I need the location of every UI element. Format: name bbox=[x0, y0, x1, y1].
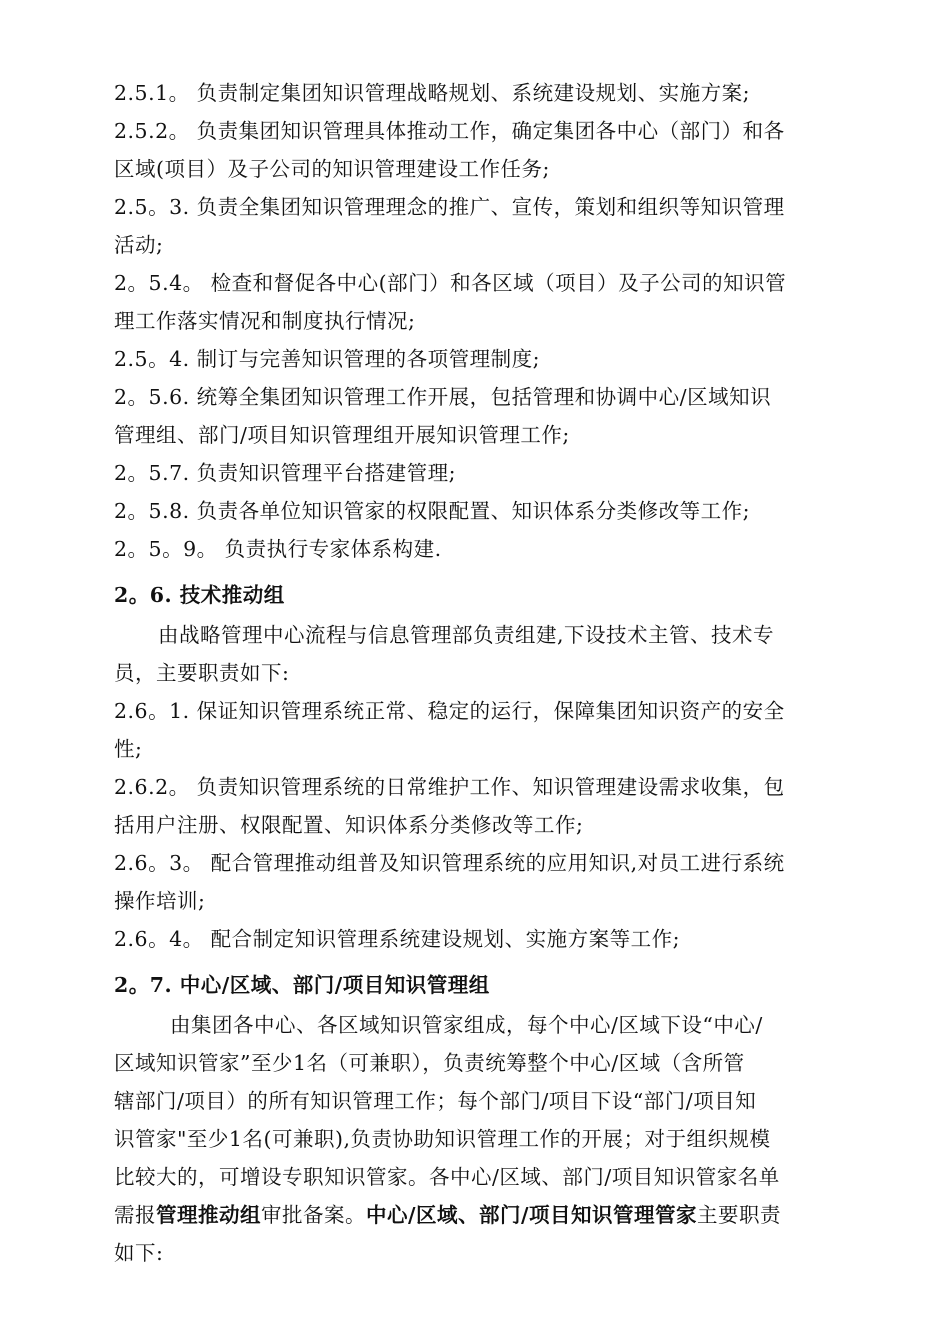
section-2-7-paragraph-line: 区域知识管家”至少1名（可兼职），负责统筹整个中心/区域（含所管 bbox=[114, 1051, 745, 1075]
text-middle: 审批备案。 bbox=[261, 1203, 366, 1227]
text-prefix: 需报 bbox=[114, 1203, 156, 1227]
item-2-6-3-cont: 操作培训; bbox=[114, 889, 206, 913]
item-2-5-6-cont: 管理组、部门/项目知识管理组开展知识管理工作; bbox=[114, 423, 570, 447]
item-2-5-3-cont: 活动; bbox=[114, 233, 164, 257]
item-2-5-2: 2.5.2。 负责集团知识管理具体推动工作，确定集团各中心（部门）和各 bbox=[114, 119, 785, 143]
section-2-7-closing: 如下: bbox=[114, 1241, 164, 1265]
item-2-6-1: 2.6。1. 保证知识管理系统正常、稳定的运行，保障集团知识资产的安全 bbox=[114, 699, 785, 723]
section-2-7-paragraph-line: 比较大的，可增设专职知识管家。各中心/区域、部门/项目知识管家名单 bbox=[114, 1165, 780, 1189]
section-2-6-heading: 2。6. 技术推动组 bbox=[114, 583, 285, 607]
document-page bbox=[114, 74, 838, 1272]
section-2-5-items bbox=[114, 74, 838, 568]
item-2-5-6: 2。5.6. 统筹全集团知识管理工作开展，包括管理和协调中心/区域知识 bbox=[114, 385, 772, 409]
item-2-5-9: 2。5。9。 负责执行专家体系构建. bbox=[114, 537, 442, 561]
section-2-6-intro-cont: 员，主要职责如下: bbox=[114, 661, 290, 685]
section-2-6 bbox=[114, 576, 838, 958]
section-2-7-heading: 2。7. 中心/区域、部门/项目知识管理组 bbox=[114, 973, 490, 997]
bold-knowledge-steward: 中心/区域、部门/项目知识管理管家 bbox=[366, 1203, 697, 1227]
item-2-6-1-cont: 性; bbox=[114, 737, 143, 761]
item-2-5-4b: 2.5。4. 制订与完善知识管理的各项管理制度; bbox=[114, 347, 541, 371]
item-2-6-3: 2.6。3。 配合管理推动组普及知识管理系统的应用知识,对员工进行系统 bbox=[114, 851, 785, 875]
item-2-6-4: 2.6。4。 配合制定知识管理系统建设规划、实施方案等工作; bbox=[114, 927, 681, 951]
item-2-5-4: 2。5.4。 检查和督促各中心(部门）和各区域（项目）及子公司的知识管 bbox=[114, 271, 787, 295]
item-2-5-8: 2。5.8. 负责各单位知识管家的权限配置、知识体系分类修改等工作; bbox=[114, 499, 751, 523]
text-suffix: 主要职责 bbox=[696, 1203, 781, 1227]
section-2-7-mixed-line bbox=[114, 1196, 838, 1234]
section-2-7-paragraph-line: 辖部门/项目）的所有知识管理工作；每个部门/项目下设“部门/项目知 bbox=[114, 1089, 757, 1113]
item-2-5-3: 2.5。3. 负责全集团知识管理理念的推广、宣传，策划和组织等知识管理 bbox=[114, 195, 785, 219]
item-2-5-4-cont: 理工作落实情况和制度执行情况; bbox=[114, 309, 416, 333]
item-2-6-2: 2.6.2。 负责知识管理系统的日常维护工作、知识管理建设需求收集，包 bbox=[114, 775, 785, 799]
item-2-5-1: 2.5.1。 负责制定集团知识管理战略规划、系统建设规划、实施方案; bbox=[114, 81, 751, 105]
item-2-5-2-cont: 区域(项目）及子公司的知识管理建设工作任务; bbox=[114, 157, 550, 181]
section-2-7-paragraph-line: 由集团各中心、各区域知识管家组成，每个中心/区域下设“中心/ bbox=[170, 1013, 763, 1037]
section-2-7 bbox=[114, 966, 838, 1272]
item-2-5-7: 2。5.7. 负责知识管理平台搭建管理; bbox=[114, 461, 457, 485]
bold-management-group: 管理推动组 bbox=[156, 1203, 261, 1227]
item-2-6-2-cont: 括用户注册、权限配置、知识体系分类修改等工作; bbox=[114, 813, 584, 837]
section-2-7-paragraph-line: 识管家"至少1名(可兼职),负责协助知识管理工作的开展；对于组织规模 bbox=[114, 1127, 771, 1151]
section-2-6-intro: 由战略管理中心流程与信息管理部负责组建,下设技术主管、技术专 bbox=[158, 623, 775, 647]
